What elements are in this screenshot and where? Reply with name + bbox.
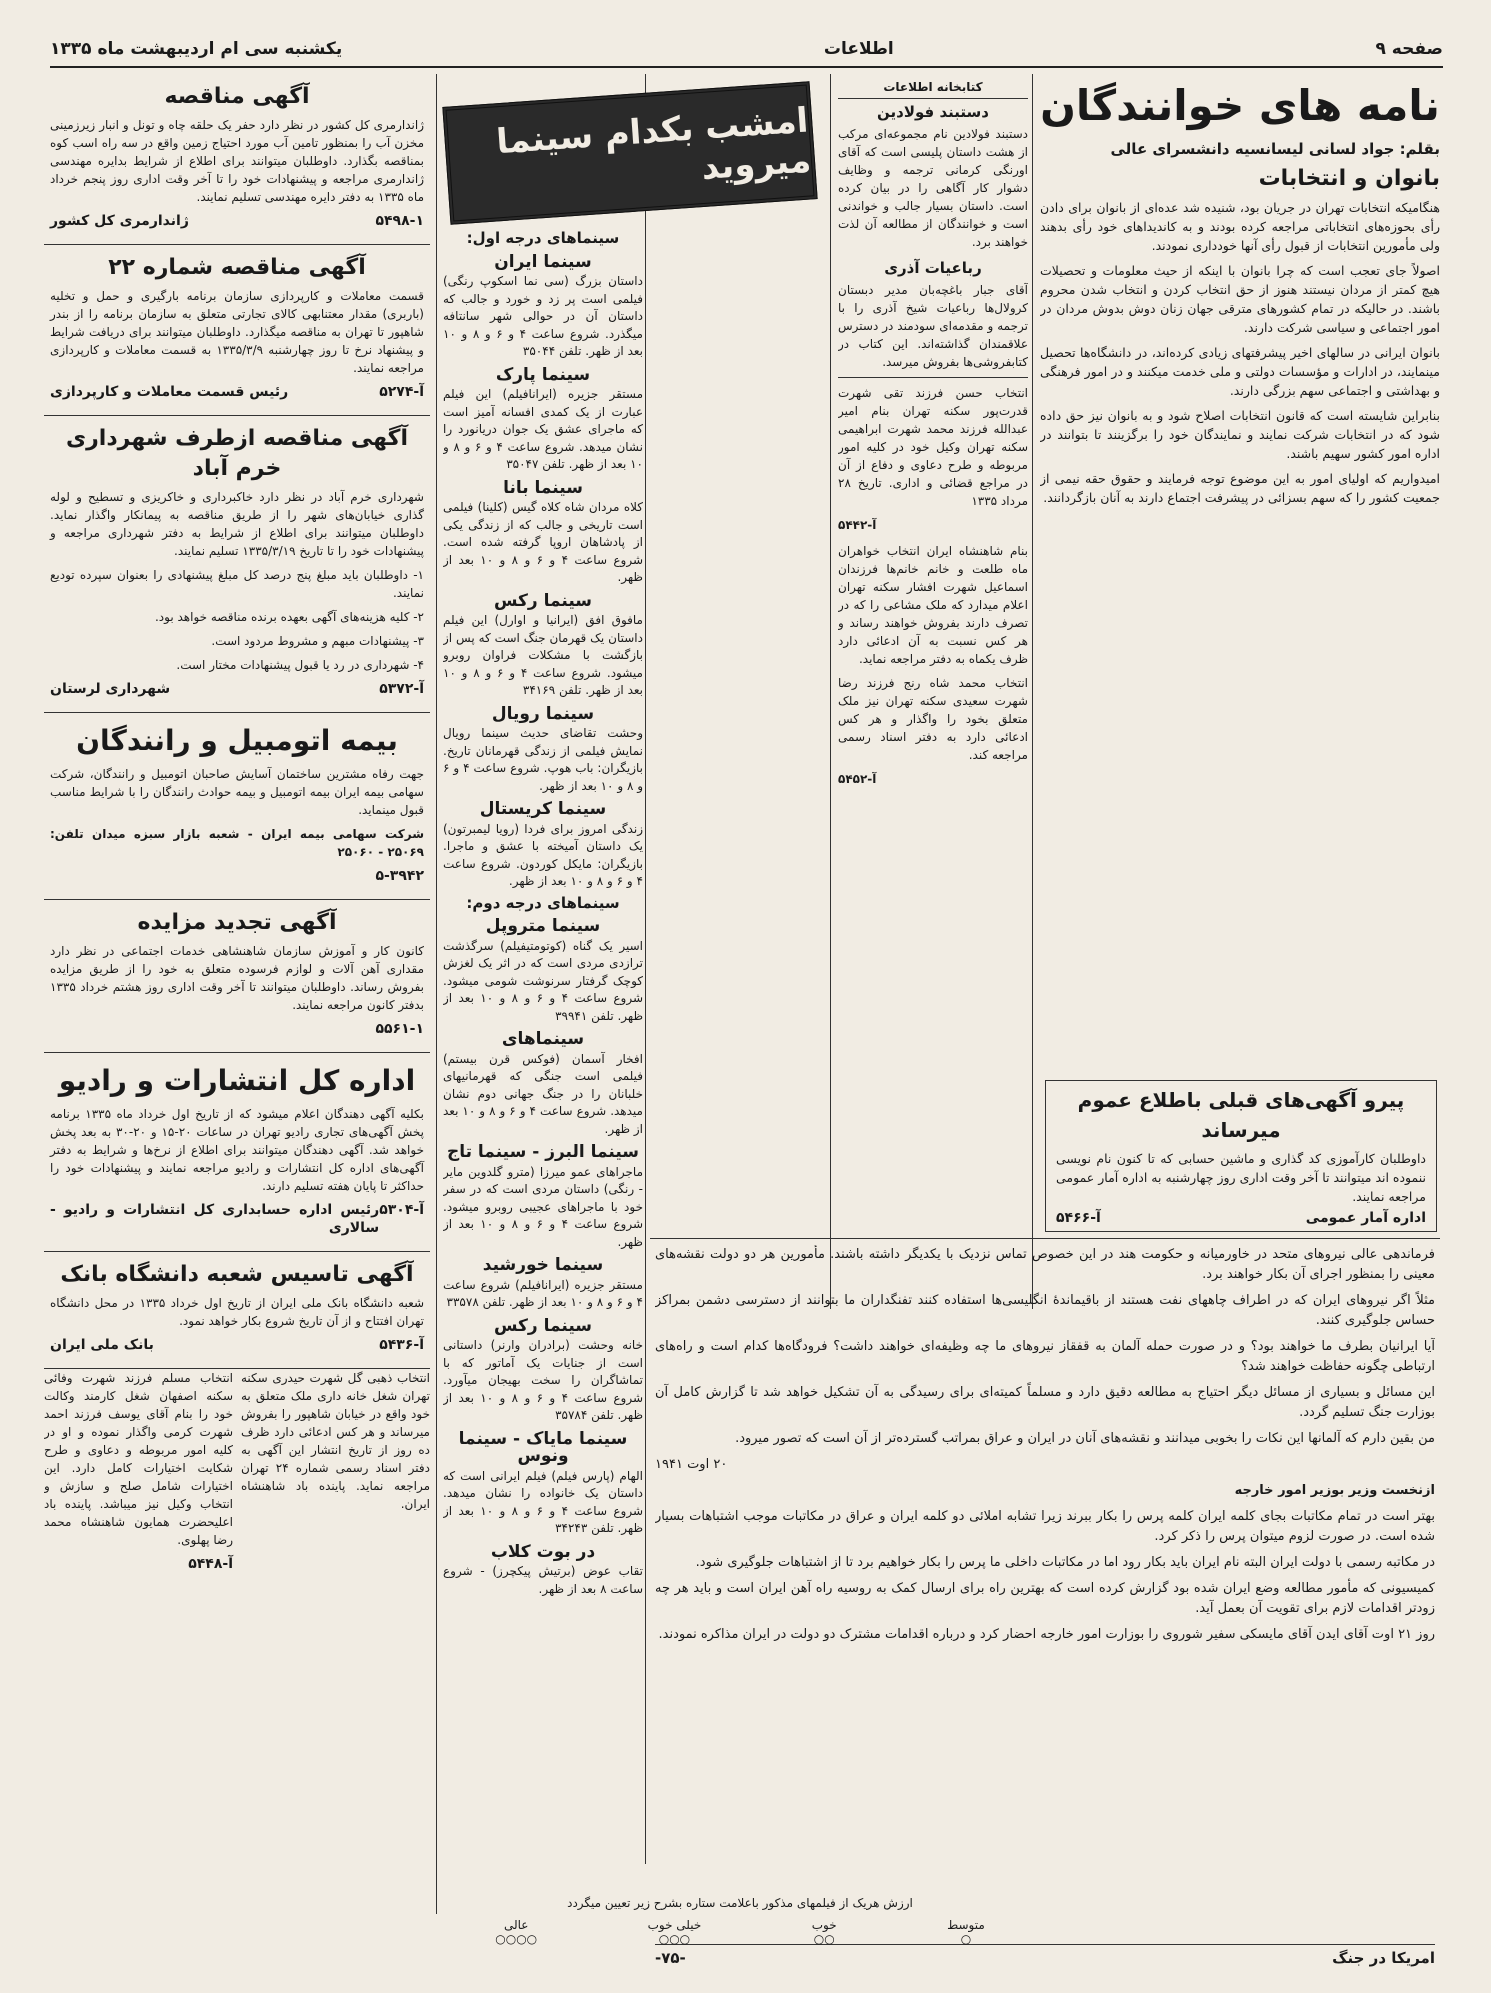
insurance-address: شرکت سهامی بیمه ایران - شعبه بازار سبزه میدان تلفن: ۲۵۰۶۹ - ۲۵۰۶۰ [50,827,424,859]
cinema-name: سینما ایران [494,251,592,272]
tender2-code: آ-۵۲۷۴ [379,384,424,400]
notice-paragraph: انتخاب حسن فرزند تقی شهرت قدرت‌پور سکنه تهران بنام امیر عبدالله فرزند محمد شهرت ابراهیمی سکنه تهران وکیل خود در کلیه امور مربوطه و طرح دعاوی و دفاع از آن در مراجع قضائی و اداری. تاریخ ۲۸ مرداد ۱۳۳۵ [838,386,1028,508]
notice-code: آ-۵۴۴۲ [838,518,877,532]
tender3-title: آگهی مناقصه ازطرف شهرداری خرم آباد [65,426,409,481]
page-header [50,32,1443,68]
pre-ad-code: آ-۵۴۶۶ [1056,1210,1101,1226]
article-date: ۲۰ اوت ۱۹۴۱ [655,1457,728,1472]
cinema-description: کلاه مردان شاه کلاه گیس (کلینا) فیلمی است تاریخی و جالب که از زندگی یکی از پادشاهان اروپا گرفته شده است. شروع ساعت ۴ و ۶ و ۸ و ۱۰ بعد از ظهر. [443,500,643,584]
letters-paragraph: هنگامیکه انتخابات تهران در جریان بود، شنیده شد عده‌ای از بانوان برای دادن رأی بحوزه‌های انتخاباتی مراجعه کرده بودند و به کاندیداهای خود رأی بدهند ولی مأمورین انتخابات از قبول رأی آنها خودداری نمودند. [1040,200,1440,253]
radio-ad [44,1053,430,1252]
tender1-body: ژاندارمری کل کشور در نظر دارد حفر یک حلقه چاه و تونل و انبار زیرزمینی مخزن آب را بمنظور تامین آب مورد احتیاج زمین واقع در سه راه اسب کوه بمناقصه بگذارد. داوطلبان میتوانند برای اطلاع از شرایط بدایره مهندسی ژاندارمری مراجعه و پیشنهادات خود را تا آخر وقت اداری روز پنجم خرداد ماه ۱۳۳۵ به دفتر دایره مهندسی تسلیم نمایند. [50,118,424,204]
bottom-notice-left: انتخاب مسلم فرزند شهرت وفائی سکنه اصفهان شغل کارمند وکالت خود را بنام آقای یوسف فرزند احمد شهرت کرمی واگذار نموده و او در کلیه امور مربوطه و دعاوی و طرح شکایت اختیارات کامل دارد. این اختیارات شامل صلح و سازش و انتخاب وکیل نیز میباشد. پاینده باد اعلیحضرت همایون شاهنشاه محمد رضا پهلوی. [44,1371,233,1547]
notice-paragraph: بنام شاهنشاه ایران انتخاب خواهران ماه طلعت و خانم خانم‌ها فرزندان اسماعیل شهرت افشار سکنه تهران اعلام میدارد که ملک مشاعی را که در تصرف دارند بفروش خواهند رساند و هر کس نسبت به آن ادعائی دارد ظرف یکماه به دفتر مراجعه نماید. [838,544,1028,666]
cinema-description: مستقر جزیره (ایرانافیلم) این فیلم عبارت از یک کمدی افسانه آمیز است که ماجرای عشق یک جوان دریانورد را نشان میدهد. شروع ساعت ۴ و ۶ و ۸ و ۱۰ بعد از ظهر. تلفن ۳۵۰۴۷ [443,387,643,471]
tender1-title: آگهی مناقصه [164,84,310,109]
notice-paragraph: انتخاب محمد شاه رنج فرزند رضا شهرت سعیدی سکنه تهران نیز ملک متعلق بخود را واگذار و هر کس ادعائی دارد به دفتر اسناد رسمی مراجعه کند. [838,676,1028,762]
auction-title: آگهی تجدید مزایده [137,910,337,935]
letters-paragraph: امیدواریم که اولیای امور به این موضوع توجه فرمایند و حقوق حقه نیمی از جمعیت کشور را که سهم بسزائی در پیشرفت اجتماع دارند به آنان بازگردانند. [1040,471,1440,505]
rating-marks: ○ [960,1932,972,1946]
column-rule [1032,74,1033,1309]
cinema-name: سینما البرز - سینما تاج [446,1142,639,1162]
page-number: صفحه ۹ [1375,39,1443,59]
bank-body: شعبه دانشگاه بانک ملی ایران از تاریخ اول خرداد ۱۳۳۵ در محل دانشگاه تهران افتتاح و از آن تاریخ شروع بکار خواهد نمود. [50,1296,425,1328]
article-footer-page: -۷۵- [655,1949,686,1967]
column-rule [830,74,831,1309]
pre-ad-title: پیرو آگهی‌های قبلی باطلاع عموم میرساند [1077,1088,1405,1142]
bank-ad [44,1252,430,1369]
rating-item [947,1918,985,1946]
auction-code: ۵۵۶۱-۱ [375,1021,424,1037]
cinema-name: سینما پارک [495,364,591,385]
history-article [655,1245,1435,1945]
radio-code: آ-۵۳۰۴ [379,1202,424,1218]
bottom-notice-right: انتخاب ذهبی گل شهرت حیدری سکنه تهران شغل خانه داری ملک متعلق به خود واقع در خیابان شاهپور را بفروش میرساند و هر کس ادعائی دارد ظرف ده روز از تاریخ انتشار این آگهی به دفتر اسناد رسمی شماره ۲۴ تهران مراجعه نماید. پاینده باد شاهنشاه ایران. [241,1371,430,1511]
cinema-listings [443,228,643,1878]
article-paragraph: من بقین دارم که آلمانها این نکات را بخوبی میدانند و نقشه‌های آنان در ایران و عراق بمراتب گسترده‌تر از آن است که تصور میرود. [735,1431,1435,1446]
library-column [838,74,1028,1234]
cinema-banner: امشب بکدام سینما میروید [442,81,817,224]
rating-caption: ارزش هریک از فیلمهای مذکور باعلامت ستاره بشرح زیر تعیین میگردد [567,1896,913,1910]
letters-title: نامه های خوانندگان [1040,81,1440,130]
cinema-name: سینماهای [501,1029,585,1049]
cinema-name: سینما بانا [503,477,583,498]
article-footer [655,1944,1435,1967]
tender2-body: قسمت معاملات و کارپردازی سازمان برنامه بارگیری و حمل و تخلیه (باربری) مقدار معتنابهی کالای تجارتی متعلق به سازمان برنامه را از بندر شاهپور تا تهران به مناقصه میگذارد. داوطلبان میتوانند برای دریافت شرایط و پیشنهاد نرخ تا روز چهارشنبه ۱۳۳۵/۳/۹ به قسمت معاملات و کارپردازی مراجعه نمایند. [50,289,424,375]
article-paragraph: آیا ایرانیان بطرف ما خواهند بود؟ و در صورت حمله آلمان به قفقاز نیروهای ما چه وظیفه‌ای خواهند داشت؟ فرودگاه‌ها کدام است و راه‌های ارتباطی چگونه حفاظت خواهند شد؟ [655,1339,1435,1374]
letters-column [1040,74,1440,1074]
ads-column [44,74,430,1914]
cinema-name: سینما کریستال [479,799,607,819]
bank-org: بانک ملی ایران [50,1337,154,1353]
tender3-org: شهرداری لرستان [50,681,171,697]
rating-marks: ○○○○ [495,1932,538,1946]
pre-ad-office: اداره آمار عمومی [1305,1210,1426,1226]
rating-item [648,1918,702,1946]
tender3-item: ۲- کلیه هزینه‌های آگهی بعهده برنده مناقصه خواهد بود. [154,610,424,624]
cinema-name: سینما خورشید [482,1255,604,1275]
letters-paragraph: اصولاً جای تعجب است که چرا بانوان با اینکه از حیث معلومات و تحصیلات هیچ کمتر از مردان نیستند هنوز از حق انتخاب کردن و انتخاب شدن محروم باشند. در حالیکه در تمام کشورهای مترقی جهان زنان دوش بدوش مردان در امور اجتماعی و سیاسی شرکت دارند. [1040,263,1440,335]
rating-row [440,1918,1040,1946]
letters-paragraph: بنابراین شایسته است که قانون انتخابات اصلاح شود و به بانوان نیز حق داده شود که در انتخابات شرکت نمایند و نمایندگان خود را برگزینند تا بتوانند در اداره امور کشور سهیم باشند. [1040,408,1440,461]
notice-code: آ-۵۴۵۲ [838,772,877,786]
cinema-name: سینما مایاک - سینما ونوس [458,1428,628,1466]
tender3-item: ۱- داوطلبان باید مبلغ پنج درصد کل مبلغ پیشنهادی را بعنوان سپرده تودیع نمایند. [50,568,424,600]
tender2-org: رئیس قسمت معاملات و کارپردازی [50,384,289,400]
tender-ad [44,245,430,416]
radio-title: اداره کل انتشارات و رادیو [58,1064,416,1097]
article-paragraph: در مکاتبه رسمی با دولت ایران البته نام ایران باید بکار رود اما در مکاتبات داخلی ما پرس را بکار خواهیم برد تا از اشتباهات جلوگیری شود. [695,1555,1435,1570]
book2-title: رباعیات آذری [884,259,982,277]
cinema-name: سینما متروپل [485,916,601,936]
letters-byline: بقلم: جواد لسانی لیسانسیه دانشسرای عالی [1110,140,1440,158]
radio-org: رئیس اداره حسابداری کل انتشارات و رادیو - سالاری [50,1202,380,1236]
rating-marks: ○○ [813,1932,835,1946]
first-class-heading: سینماهای درجه اول: [466,229,620,247]
article-paragraph: این مسائل و بسیاری از مسائل دیگر احتیاج به مطالعه دقیق دارد و مسلماً کمیته‌ای برای رسیدگی به آن تشکیل خواهد شد تا گزارش کامل آن بوزارت جنگ تسلیم گردد. [655,1385,1435,1420]
cinema-name: در بوت کلاب [490,1541,596,1562]
article-paragraph: فرماندهی عالی نیروهای متحد در خاورمیانه و حکومت هند در این خصوص تماس نزدیک با یکدیگر داشته باشند. مأمورین هر دو دولت نقشه‌های معینی را بمنظور اجرای آن بکار خواهند برد. [655,1247,1435,1282]
article-paragraph: بهتر است در تمام مکاتبات بجای کلمه ایران کلمه پرس را بکار ببرند زیرا تشابه املائی دو کلمه ایران و عراق در مکاتبات موجب اشتباهات بسیار شده است. در صورت لزوم میتوان پرس را ذکر کرد. [655,1509,1435,1544]
column-rule [645,74,646,1864]
cinema-description: مافوق افق (ایرانیا و اوارل) این فیلم داستان یک قهرمان جنگ است که پس از بازگشت با مشکلات فراوان روبرو میشود. شروع ساعت ۴ و ۶ و ۸ و ۱۰ بعد از ظهر. تلفن ۳۴۱۶۹ [443,613,643,697]
tender1-code: ۵۴۹۸-۱ [375,213,424,229]
tender3-item: ۴- شهرداری در رد یا قبول پیشنهادات مختار است. [176,658,424,672]
cinema-description: الهام (پارس فیلم) فیلم ایرانی است که داستان یک خانواده را نشان میدهد. شروع ساعت ۴ و ۶ و ۸ و ۱۰ بعد از ظهر. تلفن ۳۴۲۴۳ [443,1468,643,1535]
cinema-description: اسیر یک گناه (کوتومتیفیلم) سرگذشت ترازدی مردی است که در اثر یک لغزش کوچک گرفتار سرنوشت شومی میشود. شروع ساعت ۴ و ۶ و ۸ و ۱۰ بعد از ظهر. تلفن ۳۹۹۴۱ [443,938,643,1023]
cinema-name: سینما رکس [494,1315,592,1336]
tender3-body: شهرداری خرم آباد در نظر دارد خاکبرداری و خاکریزی و تسطیح و لوله گذاری خیابان‌های شهر را از طریق مناقصه به پیمانکار واگذار نماید. داوطلبان میتوانند برای اطلاع از شرایط به دفتر شهرداری مراجعه و پیشنهادات خود را تا تاریخ ۱۳۳۵/۳/۱۹ تسلیم نمایند. [50,490,424,558]
rating-item [495,1918,537,1946]
cinema-description: تقاب عوض (برتیش پیکچرز) - شروع ساعت ۸ بعد از ظهر. [443,1564,643,1596]
cinema-left-list [443,230,643,1598]
insurance-ad [44,713,430,900]
book1-title: دستبند فولادین [877,103,989,121]
tender-ad [44,74,430,245]
insurance-code: ۵-۳۹۴۲ [375,868,424,884]
issue-date: یکشنبه سی ام اردیبهشت ماه ۱۳۳۵ [50,39,343,59]
rating-marks: ○○○ [658,1932,691,1946]
bank-code: آ-۵۴۳۶ [379,1337,424,1353]
bank-title: آگهی تاسیس شعبه دانشگاه بانک [60,1262,414,1287]
rating-label: خیلی خوب [647,1918,702,1932]
library-label: کتابخانه اطلاعات [838,76,1028,99]
auction-body: کانون کار و آموزش سازمان شاهنشاهی خدمات اجتماعی در نظر دارد مقداری آهن آلات و لوازم فرسوده متعلق به خود را از طریق مزایده بفروش رساند. داوطلبان میتوانند تا آخر وقت اداری روز هشتم خرداد ۱۳۳۵ بدفتر کانون مراجعه نمایند. [50,944,424,1012]
column-rule [436,74,437,1914]
cinema-description: داستان بزرگ (سی نما اسکوپ رنگی) فیلمی است پر زد و خورد و جالب که داستان آن در حوالی شهر سانتافه میگذرد. شروع ساعت ۴ و ۶ و ۸ و ۱۰ بعد از ظهر. تلفن ۳۵۰۴۴ [443,274,643,358]
tender3-code: آ-۵۳۷۲ [379,681,424,697]
rating-label: عالی [503,1918,529,1932]
rating-item [812,1918,837,1946]
cinema-name: سینما رویال [491,703,595,724]
rating-legend [440,1896,1040,1946]
auction-ad [44,900,430,1053]
tender1-org: ژاندارمری کل کشور [50,213,189,229]
rating-label: خوب [811,1918,837,1932]
article-heading: ازنخست وزیر بوزیر امور خارجه [1234,1483,1435,1498]
bottom-notices [44,1369,430,1581]
cinema-description: زندگی امروز برای فردا (رویا لیمبرتون) یک داستان آمیخته با عشق و ماجرا. بازیگران: مایکل کوردون. شروع ساعت ۴ و ۶ و ۸ و ۱۰ بعد از ظهر. [443,821,643,888]
article-paragraph: کمیسیونی که مأمور مطالعه وضع ایران شده بود گزارش کرده است که بهترین راه برای ارسال کمک به روسیه راه آهن ایران است و باید هر چه زودتر اقدامات لازم برای تقویت آن بعمل آید. [655,1581,1435,1616]
cinema-description: افخار آسمان (فوکس قرن بیستم) فیلمی است جنگی که قهرمانیهای خلبانان را در جنگ جهانی دوم نشان میدهد. شروع ساعت ۴ و ۶ و ۸ و ۱۰ بعد از ظهر. [443,1051,643,1136]
tender2-title: آگهی مناقصه شماره ۲۲ [108,255,366,280]
insurance-body: جهت رفاه مشترین ساختمان آسایش صاحبان اتومبیل و رانندگان، شرکت سهامی بیمه ایران بیمه اتومبیل و بیمه حوادث رانندگان را با شرایط مناسب قبول مینماید. [50,767,424,817]
rating-label: متوسط [947,1918,985,1932]
letters-paragraph: بانوان ایرانی در سالهای اخیر پیشرفتهای زیادی کرده‌اند، در دانشگاه‌ها تحصیل مینمایند، در ادارات و مؤسسات دولتی و ملی خدمت میکنند و در امور فرهنگی و بهداشتی و اجتماعی سهم بزرگی دارند. [1040,345,1440,398]
bottom-notice-code: آ-۵۴۴۸ [188,1556,233,1572]
tender3-item: ۳- پیشنهادات مبهم و مشروط مردود است. [211,634,424,648]
insurance-title: بیمه اتومبیل و رانندگان [76,724,398,757]
cinema-description: ماجراهای عمو میرزا (مترو گلدوین مایر - رنگی) داستان مردی است که در سفر خود با ماجراهای عجیبی روبرو میشود. شروع ساعت ۴ و ۶ و ۸ و ۱۰ بعد از ظهر. [443,1164,643,1249]
cinema-description: وحشت تقاضای حدیث سینما رویال نمایش فیلمی از زندگی قهرمانان تاریخ. بازیگران: باب هوپ. شروع ساعت ۴ و ۶ و ۸ و ۱۰ بعد از ظهر. [443,726,643,793]
cinema-name: سینما رکس [494,590,592,611]
article-paragraph: مثلاً اگر نیروهای ایران که در اطراف چاههای نفت هستند از باقیماندهٔ انگلیسی‌ها استفاده کنند تفنگداران ما بتوانند از دسترسی دشمن بمراکز حساس جلوگیری کنند. [655,1293,1435,1328]
paper-name: اطلاعات [823,39,894,59]
cinema-column-right [650,230,828,1240]
letters-subtitle: بانوان و انتخابات [1258,166,1440,191]
second-class-heading: سینماهای درجه دوم: [466,893,620,912]
article-paragraph: روز ۲۱ اوت آقای ایدن آقای مایسکی سفیر شوروی را بوزارت امور خارجه احضار کرد و درباره اقدامات مشترک دو دولت در ایران مذاکره نمودند. [658,1627,1435,1642]
cinema-description: خانه وحشت (برادران وارنر) داستانی است از جنایات یک آماتور که با تماشاگران را سخت بهیجان میآورد. شروع ساعت ۴ و ۶ و ۸ و ۱۰ بعد از ظهر. تلفن ۳۵۷۸۴ [443,1338,643,1422]
book2-body: آقای جبار باغچه‌بان مدیر دبستان کرولال‌ها رباعیات شیخ آذری را با ترجمه و مقدمه‌ای سودمند در دسترس علاقمندان گذاشته‌اند. این کتاب در کتابفروشی‌ها بفروش میرسد. [838,283,1028,369]
book1-body: دستبند فولادین نام مجموعه‌ای مرکب از هشت داستان پلیسی است که آقای اورنگی کرمانی ترجمه و وظایف دشوار کار آگاهی را در بیان کرده است. داستان بسیار جالب و خواندنی است و خوانندگان از مطالعه آن لذت خواهند برد. [838,127,1028,249]
tender-ad [44,416,430,713]
pre-ad-box [1045,1080,1437,1232]
radio-body: بکلیه آگهی دهندگان اعلام میشود که از تاریخ اول خرداد ماه ۱۳۳۵ برنامه پخش آگهی‌های تجاری رادیو تهران در ساعات ۲۰-۱۵ و ۲۰-۳۰ به بعد پخش خواهد شد. آگهی دهندگان میتوانند برای اطلاع از نرخ‌ها و شرایط به دفتر آگهی‌های اداره کل انتشارات و رادیو مراجعه نمایند و پیشنهادات خود را حداکثر تا پایان هفته تسلیم دارند. [50,1107,424,1193]
article-footer-title: امریکا در جنگ [1332,1949,1435,1967]
pre-ad-body: داوطلبان کارآموزی کد گذاری و ماشین حسابی که تا کنون نام نویسی ننموده اند میتوانند تا آخر وقت اداری روز چهارشنبه به اداره آمار عمومی مراجعه نمایند. [1056,1151,1426,1204]
cinema-description: مستقر جزیره (ایرانافیلم) شروع ساعت ۴ و ۶ و ۸ و ۱۰ بعد از ظهر. تلفن ۳۳۵۷۸ [443,1277,643,1309]
